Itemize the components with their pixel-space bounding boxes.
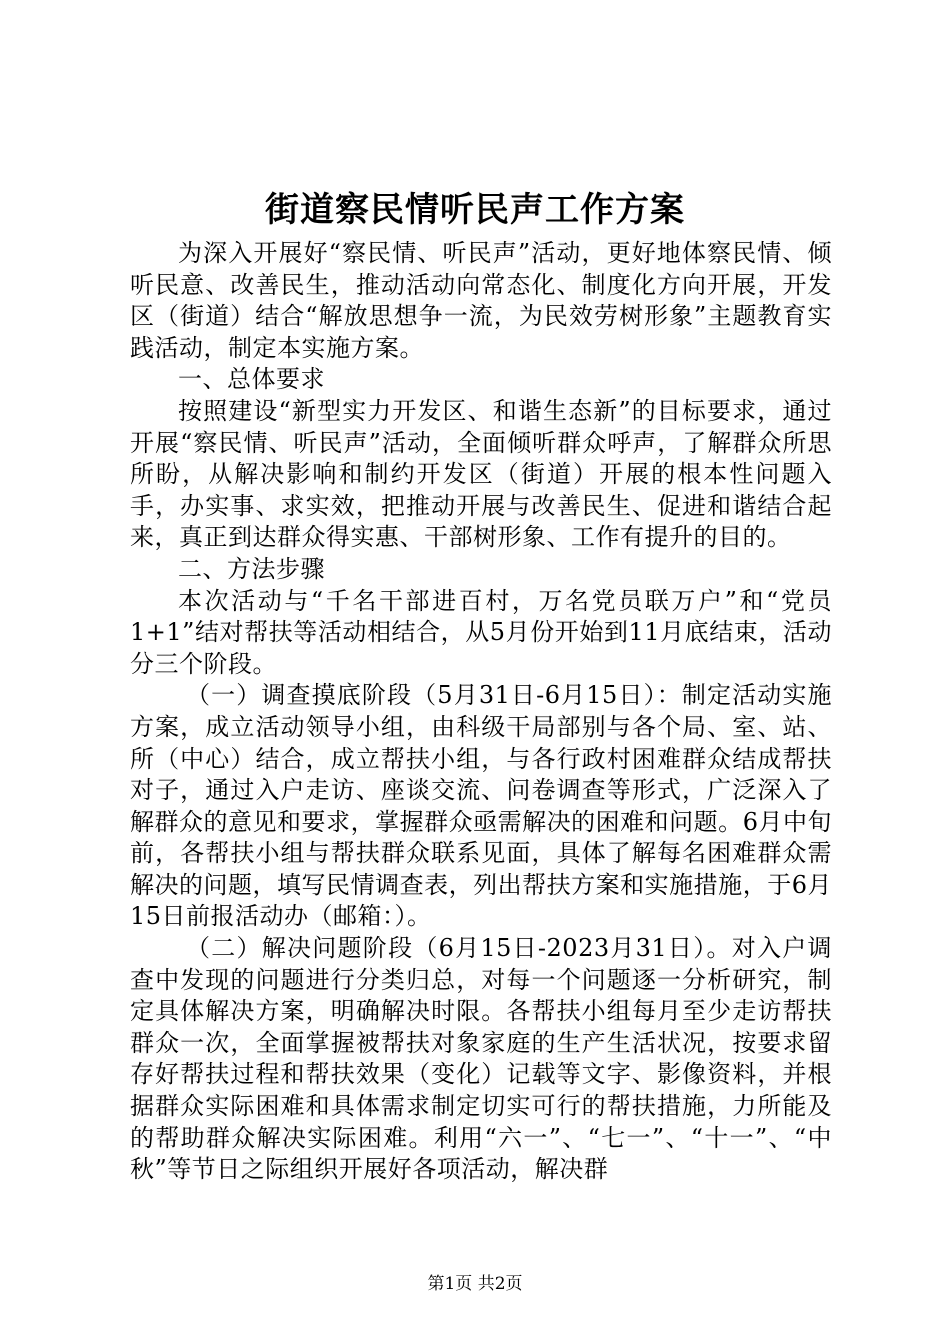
paragraph-general-requirements: 按照建设“新型实力开发区、和谐生态新”的目标要求，通过开展“察民情、听民声”活动，全面倾听群众呼声，了解群众所思所盼，从解决影响和制约开发区（街道）开展的根本性问题入手，办实事、求实效，把推动开展与改善民生、促进和谐结合起来，真正到达群众得实惠、干部树形象、工作有提升的目的。 [130,396,832,552]
paragraph-methods-steps: 本次活动与“千名干部进百村，万名党员联万户”和“党员1+1”结对帮扶等活动相结合，从5月份开始到11月底结束，活动分三个阶段。 [130,586,832,678]
page-footer: 第1页 共2页 [427,1274,523,1294]
paragraph-stage-solve: （二）解决问题阶段（6月15日-2023月31日）。对入户调查中发现的问题进行分类归总，对每一个问题逐一分析研究，制定具体解决方案，明确解决时限。各帮扶小组每月至少走访帮扶群众一次，全面掌握被帮扶对象家庭的生产生活状况，按要求留存好帮扶过程和帮扶效果（变化）记载等文字、影像资料，并根据群众实际困难和具体需求制定切实可行的帮扶措施，力所能及的帮助群众解决实际困难。利用“六一”、“七一”、“十一”、“中秋”等节日之际组织开展好各项活动，解决群 [130,934,832,1184]
document-body [130,238,832,1186]
document-title: 街道察民情听民声工作方案 [265,190,685,230]
paragraph-intro: 为深入开展好“察民情、听民声”活动，更好地体察民情、倾听民意、改善民生，推动活动向常态化、制度化方向开展，开发区（街道）结合“解放思想争一流，为民效劳树形象”主题教育实践活动，制定本实施方案。 [130,239,832,362]
section-heading-general-requirements: 一、总体要求 [178,365,325,394]
paragraph-stage-survey: （一）调查摸底阶段（5月31日-6月15日）：制定活动实施方案，成立活动领导小组，由科级干局部别与各个局、室、站、所（中心）结合，成立帮扶小组，与各行政村困难群众结成帮扶对子，通过入户走访、座谈交流、问卷调查等形式，广泛深入了解群众的意见和要求，掌握群众亟需解决的困难和问题。6月中旬前，各帮扶小组与帮扶群众联系见面，具体了解每名困难群众需解决的问题，填写民情调查表，列出帮扶方案和实施措施，于6月15日前报活动办（邮箱：）。 [130,681,832,931]
section-heading-methods-steps: 二、方法步骤 [178,554,325,583]
